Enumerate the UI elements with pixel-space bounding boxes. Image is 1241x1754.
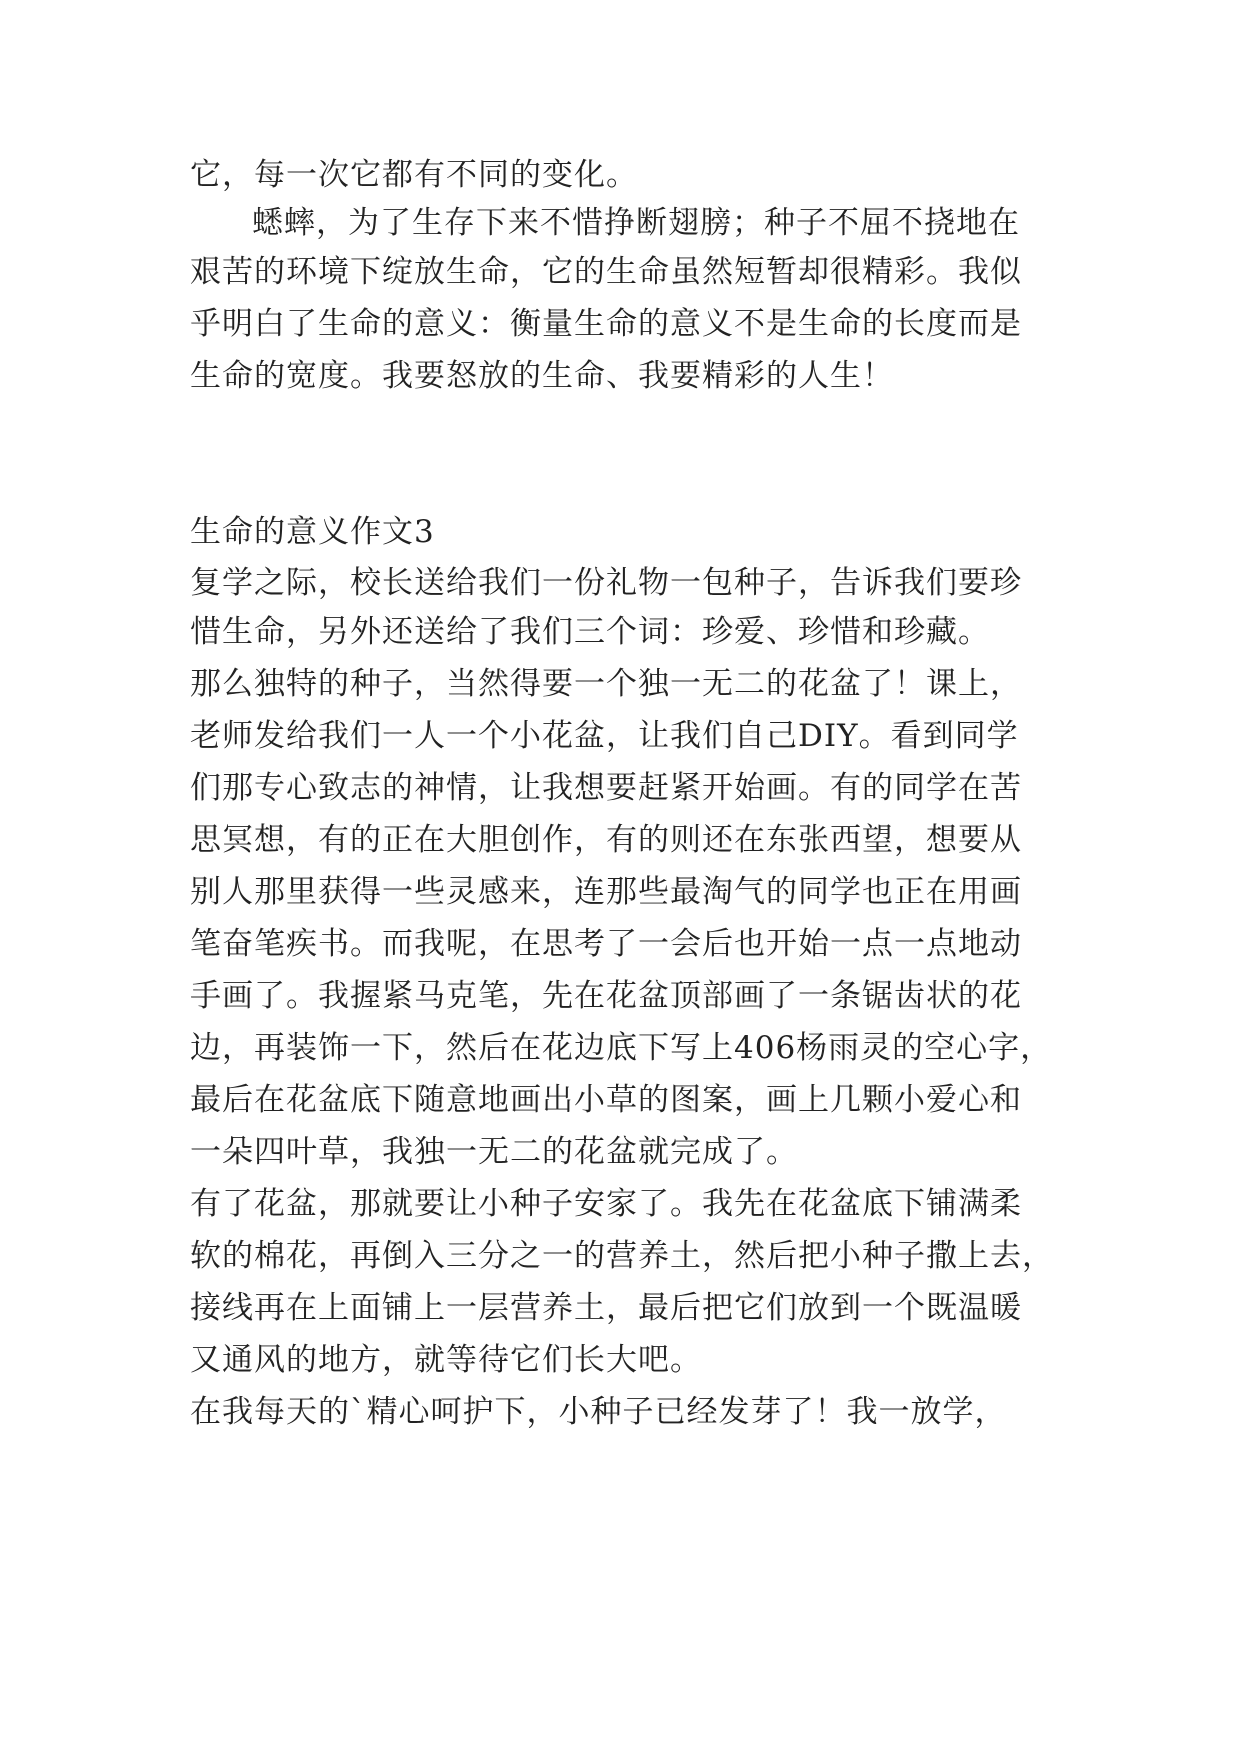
text-line: 有了花盆，那就要让小种子安家了。我先在花盆底下铺满柔 [190,1186,1022,1222]
text-line: 手画了。我握紧马克笔，先在花盆顶部画了一条锯齿状的花 [190,978,1022,1014]
text-line: 笔奋笔疾书。而我呢，在思考了一会后也开始一点一点地动 [190,926,1022,962]
text-line: 生命的宽度。我要怒放的生命、我要精彩的人生！ [190,358,894,394]
text-line: 最后在花盆底下随意地画出小草的图案，画上几颗小爱心和 [190,1082,1022,1118]
text-line: 一朵四叶草，我独一无二的花盆就完成了。 [190,1134,798,1170]
text-line: 它，每一次它都有不同的变化。 [190,157,638,193]
text-line: 边，再装饰一下，然后在花边底下写上406杨雨灵的空心字， [190,1030,1053,1066]
text-line: 在我每天的`精心呵护下，小种子已经发芽了！我一放学， [190,1394,1007,1430]
paragraph-first-line: 蟋蟀，为了生存下来不惜挣断翅膀；种子不屈不挠地在 [252,205,1020,241]
text-line: 别人那里获得一些灵感来，连那些最淘气的同学也正在用画 [190,874,1022,910]
text-line: 思冥想，有的正在大胆创作，有的则还在东张西望，想要从 [190,822,1022,858]
text-line: 又通风的地方，就等待它们长大吧。 [190,1342,702,1378]
text-line: 们那专心致志的神情，让我想要赶紧开始画。有的同学在苦 [190,770,1022,806]
text-line: 老师发给我们一人一个小花盆，让我们自己DIY。看到同学 [190,718,1019,754]
text-line: 艰苦的环境下绽放生命，它的生命虽然短暂却很精彩。我似 [190,254,1022,290]
text-line: 惜生命，另外还送给了我们三个词：珍爱、珍惜和珍藏。 [190,614,990,650]
text-line: 那么独特的种子，当然得要一个独一无二的花盆了！课上， [190,666,1022,702]
text-line: 乎明白了生命的意义：衡量生命的意义不是生命的长度而是 [190,306,1022,342]
text-line: 复学之际，校长送给我们一份礼物一包种子，告诉我们要珍 [190,565,1022,601]
section-title: 生命的意义作文3 [190,514,435,550]
text-line: 接线再在上面铺上一层营养土，最后把它们放到一个既温暖 [190,1290,1022,1326]
text-line: 软的棉花，再倒入三分之一的营养土，然后把小种子撒上去， [190,1238,1054,1274]
